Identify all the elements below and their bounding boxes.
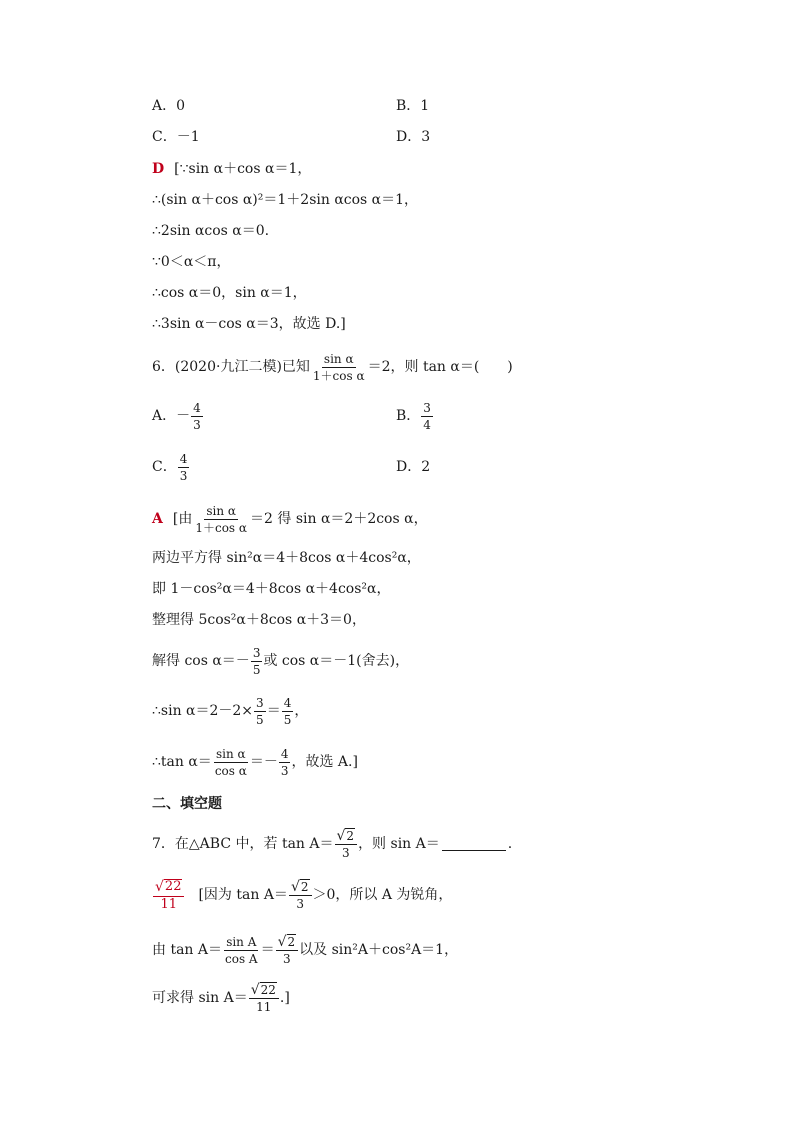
numerator: 3 — [423, 400, 431, 415]
denominator: 3 — [341, 846, 350, 860]
radicand: 2 — [346, 829, 355, 843]
numerator — [249, 982, 279, 999]
fraction — [191, 401, 203, 432]
numerator: sin A — [226, 934, 257, 949]
solution-text: .] — [279, 990, 290, 1006]
solution-text: ∴tan α＝ — [152, 754, 212, 770]
fraction — [249, 982, 279, 1014]
option-label: C． — [152, 459, 177, 475]
fraction — [289, 879, 312, 911]
q5-solution-line-5: ∴cos α＝0，sin α＝1， — [152, 285, 307, 301]
fraction — [178, 452, 190, 483]
solution-text: ＝ — [260, 942, 275, 958]
denominator: 3 — [296, 897, 305, 911]
fraction — [311, 352, 367, 383]
radicand: 2 — [300, 880, 309, 894]
denominator: 3 — [193, 417, 201, 432]
denominator: 1＋cos α — [312, 368, 365, 383]
sqrt: √ 2 — [277, 934, 296, 950]
stem-text: ，则 sin A＝ — [358, 836, 440, 852]
sqrt: √ 2 — [290, 879, 309, 895]
numerator: 4 — [193, 400, 201, 415]
option-a — [152, 398, 204, 434]
q5-solution-line-4: ∵0＜α＜π， — [152, 254, 231, 270]
denominator: 11 — [256, 1000, 272, 1014]
denominator: 11 — [160, 896, 177, 912]
stem-text: 6．(2020·九江二模)已知 — [152, 359, 310, 375]
solution-text: 或 cos α＝－1(舍去)， — [263, 653, 410, 669]
fraction — [193, 504, 249, 535]
stem-text: ＝2，则 tan α＝( ) — [367, 359, 513, 375]
solution-text: 可求得 sin A＝ — [152, 990, 248, 1006]
q6-solution-line-7 — [152, 742, 358, 782]
radicand: 22 — [164, 878, 182, 894]
solution-text: ＝－ — [249, 754, 278, 770]
denominator: 3 — [179, 468, 188, 483]
solution-text: ， — [294, 703, 309, 719]
answer-blank — [442, 838, 506, 851]
sqrt: √ 22 — [250, 982, 276, 998]
q7-solution-line-3 — [152, 976, 290, 1020]
answer-fraction — [153, 879, 184, 912]
q5-solution-line-6: ∴3sin α－cos α＝3，故选 D.] — [152, 316, 346, 332]
fraction — [279, 747, 291, 778]
numerator — [289, 879, 312, 896]
denominator: 5 — [252, 662, 261, 677]
answer-label: D — [152, 161, 165, 177]
denominator: 4 — [423, 417, 431, 432]
denominator: 1＋cos α — [195, 520, 248, 535]
option-c: C．－1 — [152, 129, 200, 145]
q6-solution-line-5 — [152, 642, 409, 680]
q6-solution-line-4: 整理得 5cos²α＋8cos α＋3＝0， — [152, 612, 366, 628]
solution-text: 由 tan A＝ — [152, 942, 222, 958]
fraction — [223, 935, 260, 966]
fraction — [282, 696, 294, 727]
numerator: sin α — [323, 351, 354, 366]
option-c — [152, 449, 190, 485]
solution-text: ＝2 得 sin α＝2＋2cos α， — [250, 511, 428, 527]
fraction — [251, 646, 263, 677]
numerator: 4 — [179, 451, 188, 466]
numerator — [335, 828, 358, 845]
fraction — [276, 934, 299, 966]
denominator: cos α — [214, 763, 247, 778]
numerator: 3 — [256, 695, 264, 710]
radicand: 22 — [260, 983, 276, 997]
denominator: 5 — [256, 712, 264, 727]
denominator: 3 — [283, 952, 291, 966]
fraction — [421, 401, 433, 432]
q6-solution-line-1 — [152, 499, 428, 539]
denominator: cos A — [225, 951, 258, 966]
option-b: B．1 — [396, 98, 430, 114]
fraction — [213, 747, 249, 778]
option-b — [396, 398, 434, 434]
option-d: D．3 — [396, 129, 431, 145]
section-heading: 二、填空题 — [152, 796, 222, 812]
numerator: sin α — [206, 503, 236, 518]
solution-text: ＝ — [266, 703, 281, 719]
denominator: 3 — [280, 763, 289, 778]
q5-solution-line-2: ∴(sin α＋cos α)²＝1＋2sin αcos α＝1， — [152, 192, 419, 208]
solution-text: ＞0，所以 A 为锐角， — [312, 887, 453, 903]
q6-solution-line-2: 两边平方得 sin²α＝4＋8cos α＋4cos²α， — [152, 550, 421, 566]
answer-label: A — [152, 511, 163, 527]
sqrt: √ 22 — [155, 878, 182, 895]
q6-solution-line-6 — [152, 692, 308, 730]
solution-text: [∵sin α＋cos α＝1， — [174, 161, 312, 177]
option-a: A．0 — [152, 98, 186, 114]
fraction — [254, 696, 266, 727]
q6-solution-line-3: 即 1－cos²α＝4＋8cos α＋4cos²α， — [152, 581, 391, 597]
stem-text: 7．在△ABC 中，若 tan A＝ — [152, 836, 334, 852]
numerator: 4 — [283, 695, 292, 710]
q6-stem — [152, 347, 513, 387]
q5-solution-line-3: ∴2sin αcos α＝0. — [152, 223, 270, 239]
denominator: 5 — [283, 712, 292, 727]
q7-solution-line-1 — [152, 873, 452, 917]
solution-text: ，故选 A.] — [291, 754, 358, 770]
sqrt: √ 2 — [336, 828, 355, 844]
numerator: sin α — [216, 746, 246, 761]
solution-text: 解得 cos α＝－ — [152, 653, 250, 669]
numerator — [153, 879, 184, 897]
numerator — [276, 934, 299, 951]
q7-stem — [152, 823, 512, 865]
option-label: B． — [396, 408, 421, 424]
solution-text: [因为 tan A＝ — [198, 887, 288, 903]
q7-solution-line-2 — [152, 928, 458, 972]
option-d: D．2 — [396, 459, 431, 475]
q5-solution-line-1 — [152, 160, 311, 178]
fraction — [335, 828, 358, 860]
solution-text: ∴sin α＝2－2× — [152, 703, 254, 719]
solution-text: [由 — [172, 511, 193, 527]
stem-text: . — [507, 836, 513, 852]
option-label: A．－ — [152, 408, 191, 424]
radicand: 2 — [287, 935, 296, 949]
solution-text: 以及 sin²A＋cos²A＝1， — [299, 942, 459, 958]
numerator: 3 — [252, 645, 261, 660]
numerator: 4 — [280, 746, 289, 761]
